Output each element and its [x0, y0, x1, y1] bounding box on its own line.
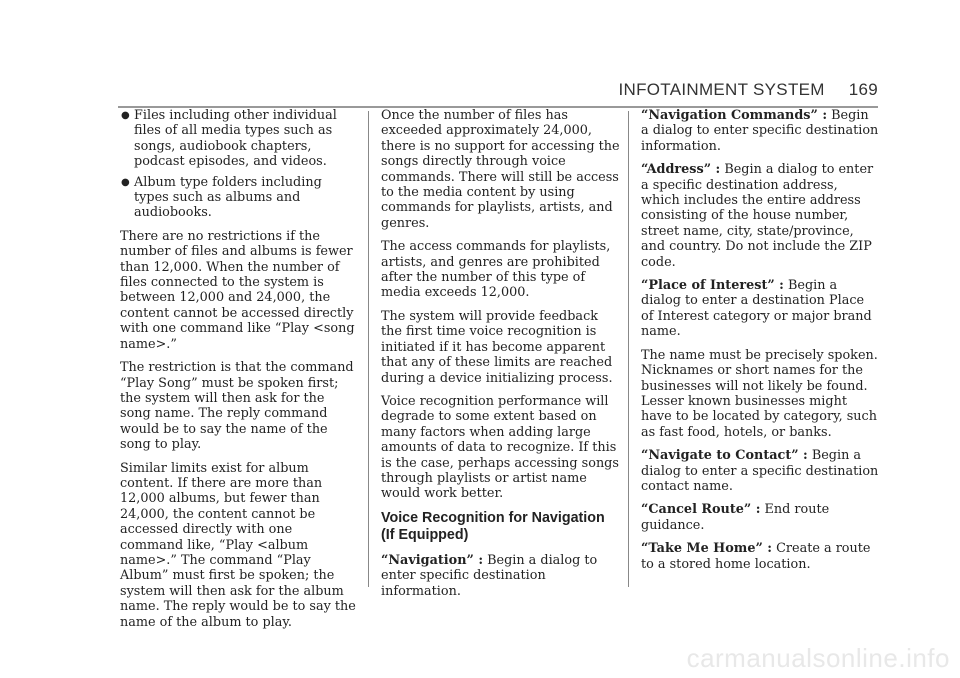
- command-entry: [641, 502, 879, 533]
- command-description: Begin a dialog to enter specific destination information.: [641, 108, 879, 154]
- command-description: Begin a dialog to enter specific destination information.: [381, 552, 598, 599]
- command-name: “Address” :: [641, 162, 721, 178]
- command-entry: [641, 448, 879, 494]
- command-entry: [641, 162, 879, 270]
- paragraph: Voice recognition performance will degrade to some extent based on many factors when adding large amounts of data to recognize. If this is the case, perhaps accessing songs through playlists or artist name would work better.: [381, 393, 619, 502]
- column-1: [120, 108, 358, 638]
- section-heading: Voice Recognition for Navigation (If Equipped): [381, 509, 605, 543]
- command-name: “Cancel Route” :: [641, 502, 761, 518]
- page-number: 169: [848, 80, 878, 99]
- column-3: [641, 108, 879, 580]
- bullet-icon: ●: [121, 176, 130, 188]
- watermark: carmanualsonline.info: [686, 643, 950, 673]
- command-entry: [641, 108, 879, 154]
- command-description: Create a route to a stored home location.: [641, 541, 871, 572]
- column-divider: [628, 111, 629, 587]
- bullet-item: [120, 108, 358, 170]
- column-divider: [368, 111, 369, 587]
- running-header: [618, 80, 878, 100]
- bullet-text: Album type folders including types such as albums and audiobooks.: [134, 174, 322, 221]
- command-name: “Take Me Home” :: [641, 541, 773, 557]
- command-name: “Navigation” :: [381, 552, 484, 568]
- paragraph: Once the number of files has exceeded approximately 24,000, there is no support for accessing the songs directly through voice commands. There will still be access to the media content by using commands for playlists, artists, and genres.: [381, 108, 620, 231]
- bullet-icon: ●: [121, 110, 130, 121]
- command-description: End route guidance.: [641, 502, 830, 533]
- command-name: “Place of Interest” :: [641, 278, 784, 294]
- paragraph: The access commands for playlists, artists, and genres are prohibited after the number of this type of media exceeds 12,000.: [381, 239, 611, 301]
- bullet-item: [120, 175, 358, 221]
- paragraph: The system will provide feedback the first time voice recognition is initiated if it has become apparent that any of these limits are reached during a device initializing process.: [381, 308, 613, 386]
- command-description: Begin a dialog to enter a specific destination contact name.: [641, 448, 879, 494]
- column-2: [381, 108, 621, 607]
- command-description: Begin a dialog to enter a destination Place of Interest category or major brand name.: [641, 278, 872, 340]
- paragraph: The name must be precisely spoken. Nicknames or short names for the businesses will not likely be found. Lesser known businesses might have to be located by category, such as fast food, hotels, or banks.: [641, 347, 878, 440]
- paragraph: There are no restrictions if the number of files and albums is fewer than 12,000. When the number of files connected to the system is between 12,000 and 24,000, the content cannot be accessed directly with one command like “Play <song name>.”: [120, 228, 355, 352]
- command-name: “Navigation Commands” :: [641, 108, 828, 123]
- section-title: INFOTAINMENT SYSTEM: [618, 80, 825, 99]
- paragraph: The restriction is that the command “Play Song” must be spoken first; the system will then ask for the song name. The reply command would be to say the name of the song to play.: [120, 360, 354, 453]
- command-entry: [381, 553, 621, 599]
- command-entry: [641, 278, 879, 340]
- command-description: Begin a dialog to enter a specific destination address, which includes the entire address consisting of the house number, street name, city, state/province, and country. Do not include the ZIP code.: [641, 162, 874, 270]
- bullet-text: Files including other individual files of all media types such as songs, audiobook chapters, podcast episodes, and videos.: [134, 108, 337, 170]
- command-entry: [641, 541, 879, 572]
- paragraph: Similar limits exist for album content. If there are more than 12,000 albums, but fewer than 24,000, the content cannot be accessed directly with one command like, “Play <album name>.” The command “Play Album” must first be spoken; the system will then ask for the album name. The reply would be to say the name of the album to play.: [120, 460, 356, 630]
- command-name: “Navigate to Contact” :: [641, 448, 808, 464]
